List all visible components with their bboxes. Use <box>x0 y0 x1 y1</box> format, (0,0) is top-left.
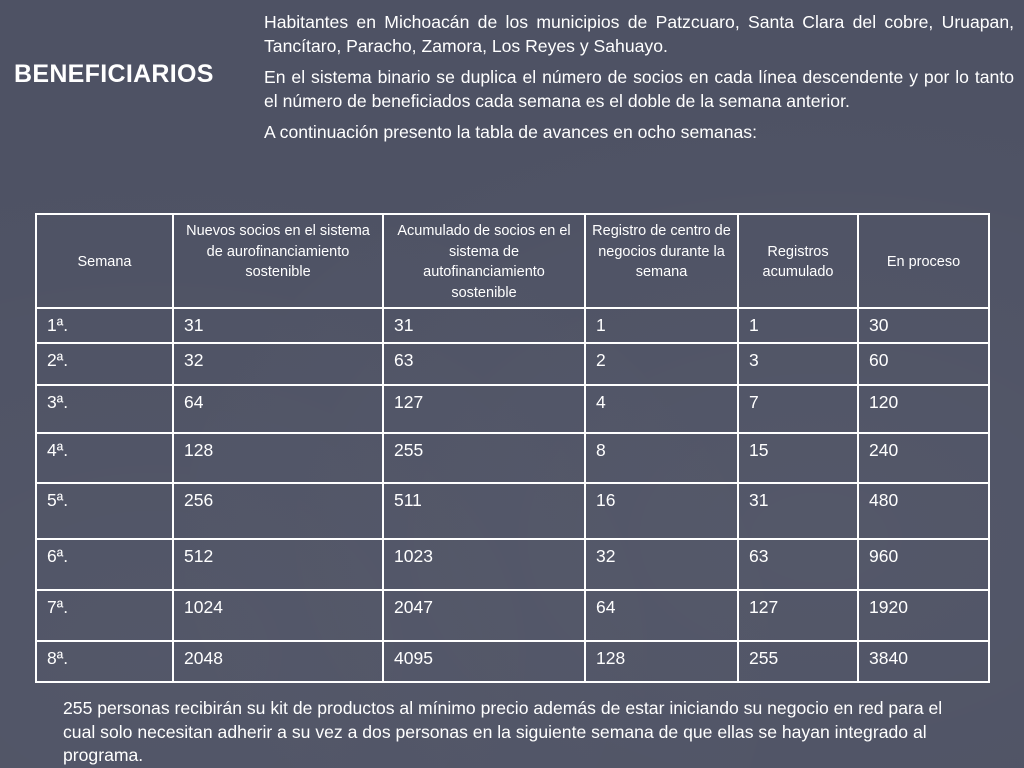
table-row <box>36 308 989 343</box>
new-members-cell: 128 <box>173 433 383 483</box>
header-business-center-registrations: Registro de centro de negocios durante la semana <box>585 214 738 308</box>
new-members-cell: 1024 <box>173 590 383 641</box>
in-process-cell: 30 <box>858 308 989 343</box>
table-row <box>36 641 989 682</box>
table-header-row <box>36 214 989 308</box>
registrations-cell: 4 <box>585 385 738 433</box>
in-process-cell: 120 <box>858 385 989 433</box>
week-cell: 1ª. <box>36 308 173 343</box>
registrations-cell: 1 <box>585 308 738 343</box>
table-row <box>36 343 989 385</box>
week-cell: 8ª. <box>36 641 173 682</box>
header-accumulated-members: Acumulado de socios en el sistema de autofinanciamiento sostenible <box>383 214 585 308</box>
registrations-cell: 32 <box>585 539 738 590</box>
header-in-process: En proceso <box>858 214 989 308</box>
accumulated-members-cell: 63 <box>383 343 585 385</box>
accumulated-members-cell: 511 <box>383 483 585 539</box>
week-cell: 7ª. <box>36 590 173 641</box>
table-row <box>36 483 989 539</box>
accumulated-registrations-cell: 31 <box>738 483 858 539</box>
accumulated-registrations-cell: 63 <box>738 539 858 590</box>
in-process-cell: 1920 <box>858 590 989 641</box>
accumulated-registrations-cell: 127 <box>738 590 858 641</box>
week-cell: 5ª. <box>36 483 173 539</box>
header-new-members: Nuevos socios en el sistema de aurofinanciamiento sostenible <box>173 214 383 308</box>
accumulated-registrations-cell: 7 <box>738 385 858 433</box>
table-row <box>36 590 989 641</box>
header-accumulated-registrations: Registros acumulado <box>738 214 858 308</box>
registrations-cell: 16 <box>585 483 738 539</box>
in-process-cell: 60 <box>858 343 989 385</box>
accumulated-registrations-cell: 1 <box>738 308 858 343</box>
registrations-cell: 2 <box>585 343 738 385</box>
accumulated-members-cell: 2047 <box>383 590 585 641</box>
accumulated-registrations-cell: 3 <box>738 343 858 385</box>
registrations-cell: 128 <box>585 641 738 682</box>
registrations-cell: 64 <box>585 590 738 641</box>
week-cell: 3ª. <box>36 385 173 433</box>
new-members-cell: 64 <box>173 385 383 433</box>
in-process-cell: 3840 <box>858 641 989 682</box>
table-row <box>36 385 989 433</box>
accumulated-members-cell: 127 <box>383 385 585 433</box>
intro-text <box>264 11 1014 153</box>
in-process-cell: 960 <box>858 539 989 590</box>
table-row <box>36 433 989 483</box>
page-title: BENEFICIARIOS <box>14 60 214 88</box>
accumulated-members-cell: 1023 <box>383 539 585 590</box>
week-cell: 4ª. <box>36 433 173 483</box>
accumulated-members-cell: 255 <box>383 433 585 483</box>
intro-paragraph-binary-system: En el sistema binario se duplica el número de socios en cada línea descendente y por lo tanto el número de beneficiados cada semana es el doble de la semana anterior. <box>264 67 1014 111</box>
accumulated-registrations-cell: 15 <box>738 433 858 483</box>
new-members-cell: 512 <box>173 539 383 590</box>
new-members-cell: 256 <box>173 483 383 539</box>
week-cell: 6ª. <box>36 539 173 590</box>
accumulated-registrations-cell: 255 <box>738 641 858 682</box>
table-row <box>36 539 989 590</box>
footer-text: 255 personas recibirán su kit de productos al mínimo precio además de estar iniciando su negocio en red para el cual solo necesitan adherir a su vez a dos personas en la siguiente semana de que ellas se hayan integrado al programa. <box>63 698 943 765</box>
accumulated-members-cell: 31 <box>383 308 585 343</box>
header-week: Semana <box>36 214 173 308</box>
intro-paragraph-table-lead: A continuación presento la tabla de avances en ocho semanas: <box>264 122 757 142</box>
in-process-cell: 480 <box>858 483 989 539</box>
registrations-cell: 8 <box>585 433 738 483</box>
new-members-cell: 32 <box>173 343 383 385</box>
new-members-cell: 2048 <box>173 641 383 682</box>
progress-table <box>35 213 990 683</box>
new-members-cell: 31 <box>173 308 383 343</box>
accumulated-members-cell: 4095 <box>383 641 585 682</box>
week-cell: 2ª. <box>36 343 173 385</box>
intro-paragraph-municipalities: Habitantes en Michoacán de los municipios de Patzcuaro, Santa Clara del cobre, Uruapan, Tancítaro, Paracho, Zamora, Los Reyes y Sahuayo. <box>264 12 1014 56</box>
in-process-cell: 240 <box>858 433 989 483</box>
